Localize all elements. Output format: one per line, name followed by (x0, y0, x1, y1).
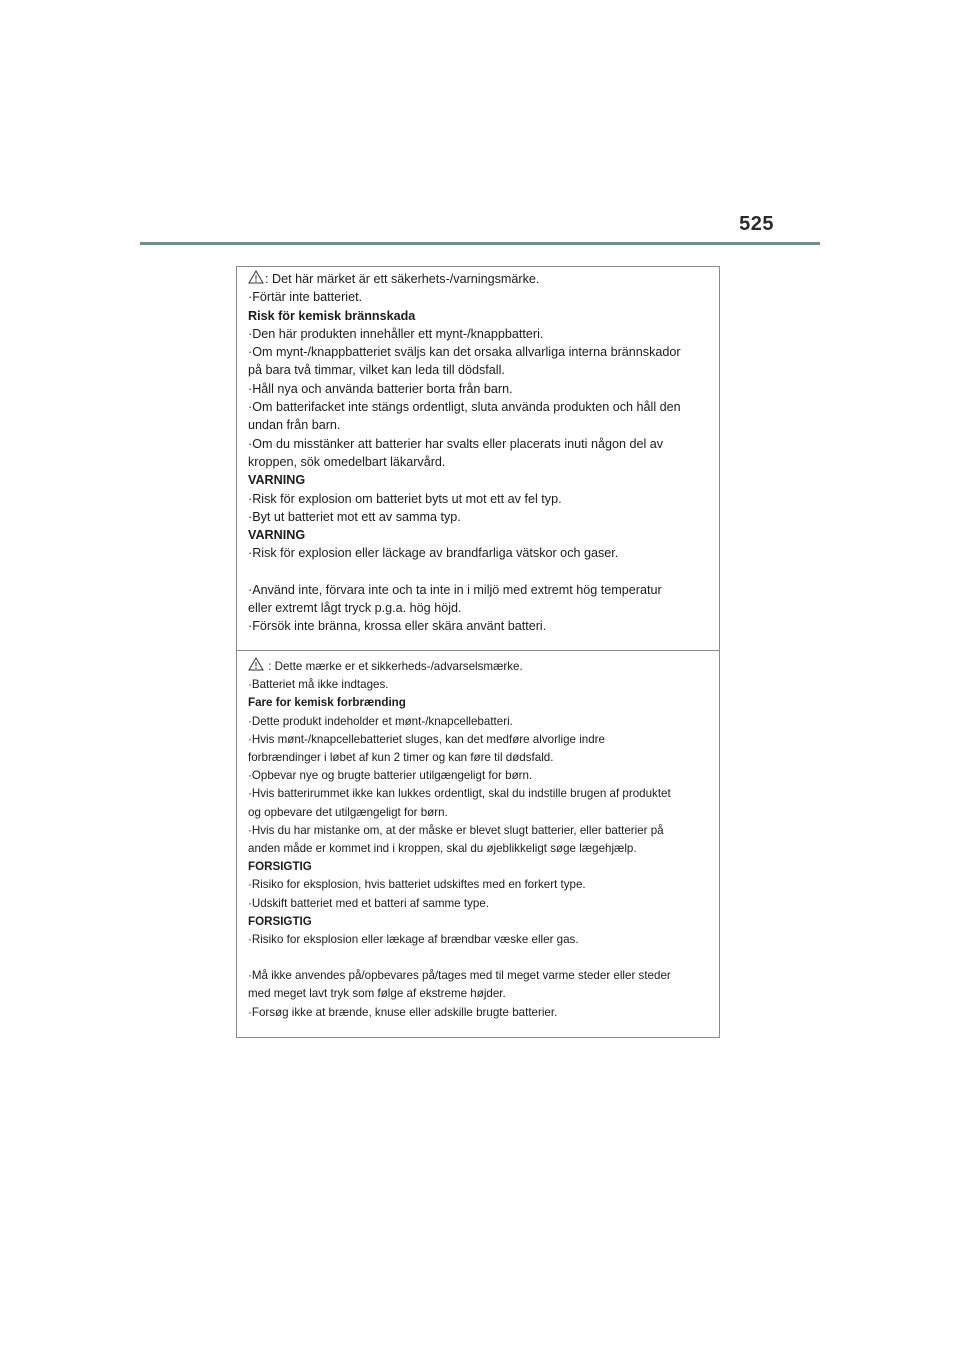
text-line: ·Dette produkt indeholder et mønt-/knapcellebatteri. (248, 714, 513, 728)
text-line: og opbevare det utilgængeligt for børn. (248, 805, 448, 819)
section-heading: FORSIGTIG (248, 914, 312, 928)
text-line: på bara två timmar, vilket kan leda till dödsfall. (248, 363, 505, 378)
text-line: ·Udskift batteriet med et batteri af samme type. (248, 896, 489, 910)
section-heading: VARNING (248, 528, 306, 543)
text-line: ·Må ikke anvendes på/opbevares på/tages med til meget varme steder eller steder (248, 969, 671, 983)
text-line: ·Försök inte bränna, krossa eller skära använt batteri. (248, 619, 547, 634)
text-line: ·Risk för explosion om batteriet byts ut mot ett av fel typ. (248, 491, 562, 506)
spacer (248, 949, 710, 967)
text-line: kroppen, sök omedelbart läkarvård. (248, 454, 446, 469)
text-line: forbrændinger i løbet af kun 2 timer og kan føre til dødsfald. (248, 751, 554, 765)
text-line: ·Den här produkten innehåller ett mynt-/knappbatteri. (248, 326, 544, 341)
text-line: ·Om mynt-/knappbatteriet sväljs kan det orsaka allvarliga interna brännskador (248, 345, 681, 360)
section-heading: FORSIGTIG (248, 860, 312, 874)
text-line: ·Risiko for eksplosion eller lækage af brændbar væske eller gas. (248, 933, 579, 947)
text-line: ·Håll nya och använda batterier borta från barn. (248, 381, 513, 396)
text-line: ·Risk för explosion eller läckage av brandfarliga vätskor och gaser. (248, 546, 619, 561)
page-number: 525 (739, 213, 774, 235)
text-line: ·Förtär inte batteriet. (248, 290, 363, 305)
danish-warning-section (248, 657, 710, 1022)
text-line: ·Batteriet må ikke indtages. (248, 678, 389, 692)
section-divider (236, 650, 720, 651)
spacer (248, 563, 710, 581)
warning-triangle-icon (248, 270, 264, 284)
warning-intro-line (248, 270, 710, 288)
text-line: ·Forsøg ikke at brænde, knuse eller adskille brugte batterier. (248, 1005, 558, 1019)
text-line: ·Hvis batterirummet ikke kan lukkes ordentligt, skal du indstille brugen af produktet (248, 787, 671, 801)
text-line: ·Om du misstänker att batterier har svalts eller placerats inuti någon del av (248, 436, 664, 451)
text-line: anden måde er kommet ind i kroppen, skal du øjeblikkeligt søge lægehjælp. (248, 842, 637, 856)
section-heading: Risk för kemisk brännskada (248, 308, 416, 323)
text-line: ·Opbevar nye og brugte batterier utilgængeligt for børn. (248, 769, 533, 783)
header-rule (140, 242, 820, 245)
text-line: eller extremt lågt tryck p.g.a. hög höjd. (248, 601, 462, 616)
swedish-warning-section (248, 270, 710, 636)
warning-intro-text: : Det här märket är ett säkerhets-/varningsmärke. (265, 272, 540, 286)
section-heading: VARNING (248, 473, 306, 488)
text-line: ·Hvis mønt-/knapcellebatteriet sluges, kan det medføre alvorlige indre (248, 732, 605, 746)
section-heading: Fare for kemisk forbrænding (248, 696, 406, 710)
text-line: ·Risiko for eksplosion, hvis batteriet udskiftes med en forkert type. (248, 878, 586, 892)
text-line: ·Hvis du har mistanke om, at der måske er blevet slugt batterier, eller batterier på (248, 823, 664, 837)
text-line: ·Om batterifacket inte stängs ordentligt, sluta använda produkten och håll den (248, 400, 681, 415)
warning-intro-text: : Dette mærke er et sikkerheds-/advarselsmærke. (265, 660, 523, 673)
text-line: ·Byt ut batteriet mot ett av samma typ. (248, 509, 461, 524)
warning-triangle-icon (248, 657, 264, 671)
text-line: ·Använd inte, förvara inte och ta inte in i miljö med extremt hög temperatur (248, 582, 662, 597)
warning-intro-line (248, 657, 710, 676)
text-line: undan från barn. (248, 418, 341, 433)
text-line: med meget lavt tryk som følge af ekstreme højder. (248, 987, 506, 1001)
